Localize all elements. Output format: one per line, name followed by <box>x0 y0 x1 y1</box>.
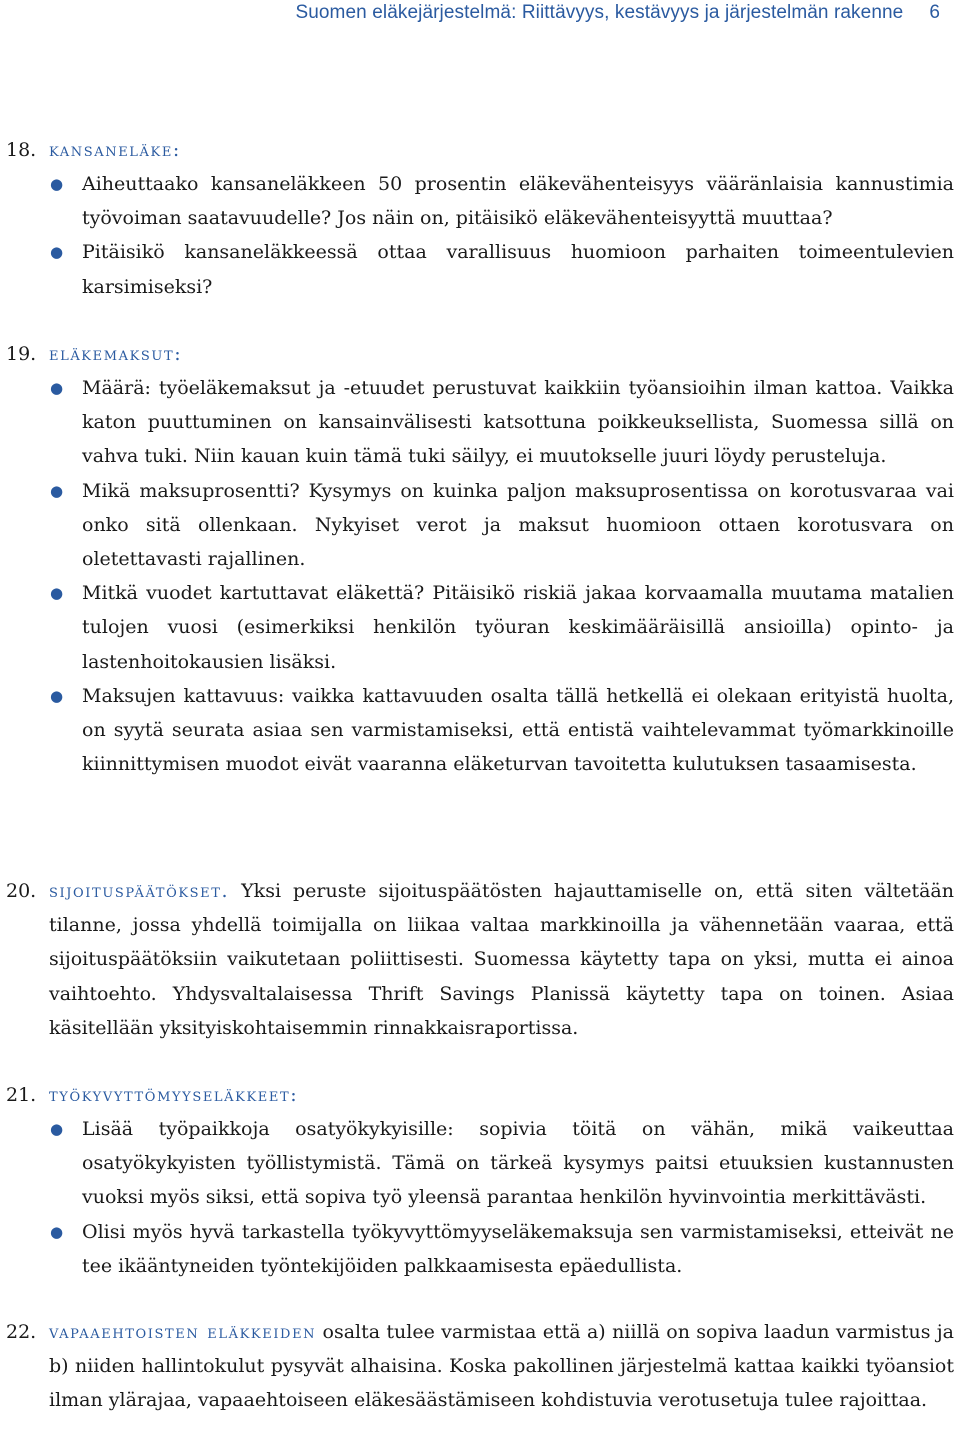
bullet-icon: ● <box>50 481 64 500</box>
section-body: Yksi peruste sijoituspäätösten hajauttamiselle on, että siten vältetään tilanne, jossa yhdellä toimijalla on liikaa valtaa markkinoilla ja vähennetään vaaraa, että sijoituspäätöksiin vaikutetaan poliittisesti. Suomessa käytetty tapa on yksi, mutta ei ainoa vaihtoehto. Yhdysvaltalaisessa Thrift Savings Planissä käytetty tapa on toinen. Asiaa käsitellään yksityiskohtaisemmin rinnakkaisraportissa. <box>49 880 954 1039</box>
section-title: kansaneläke: <box>49 139 181 161</box>
list-item <box>0 1112 960 1215</box>
list-item <box>0 1215 960 1283</box>
list-item <box>0 371 960 474</box>
document-title: Suomen eläkejärjestelmä: Riittävyys, kestävyys ja järjestelmän rakenne <box>295 2 904 23</box>
section-20 <box>0 874 960 1045</box>
bullet-list <box>0 371 960 781</box>
page-number: 6 <box>929 2 940 23</box>
list-item <box>0 576 960 679</box>
section-number: 18. <box>6 139 37 161</box>
section-heading <box>0 1078 960 1112</box>
list-item-text: Mikä maksuprosentti? Kysymys on kuinka paljon maksuprosentissa on korotusvaraa vai onko sitä ollenkaan. Nykyiset verot ja maksut huomioon ottaen korotusvara on oletettavasti rajallinen. <box>82 479 954 571</box>
bullet-list <box>0 1112 960 1283</box>
section-heading <box>0 133 960 167</box>
section-paragraph <box>0 1315 960 1418</box>
section-number: 21. <box>6 1084 37 1106</box>
section-22 <box>0 1315 960 1418</box>
bullet-icon: ● <box>50 584 64 603</box>
list-item-text: Pitäisikö kansaneläkkeessä ottaa varallisuus huomioon parhaiten toimeentulevien karsimiseksi? <box>82 241 954 298</box>
section-number: 20. <box>6 880 37 902</box>
list-item-text: Mitkä vuodet kartuttavat eläkettä? Pitäisikö riskiä jakaa korvaamalla muutama matalien tulojen vuosi (esimerkiksi henkilön työuran keskimääräisillä ansioilla) opinto- ja lastenhoitokausien lisäksi. <box>82 582 954 673</box>
section-number: 22. <box>6 1321 37 1343</box>
section-paragraph <box>0 874 960 1045</box>
section-title: työkyvyttömyyseläkkeet: <box>49 1084 299 1106</box>
list-item-text: Maksujen kattavuus: vaikka kattavuuden osalta tällä hetkellä ei olekaan erityistä huolta, on syytä seurata asiaa sen varmistamiseksi, että entistä vaihtelevammat työmarkkinoille kiinnittymisen muodot eivät vaaranna eläketurvan tavoitetta kulutuksen tasaamisesta. <box>82 684 954 776</box>
section-heading <box>0 337 960 371</box>
section-19 <box>0 337 960 781</box>
list-item-text: Määrä: työeläkemaksut ja -etuudet perustuvat kaikkiin työansioihin ilman kattoa. Vaikka katon puuttuminen on kansainvälisesti katsottuna poikkeuksellista, Suomessa sillä on vahva tuki. Niin kauan kuin tämä tuki säilyy, ei muutokselle juuri löydy perusteluja. <box>82 377 954 468</box>
bullet-icon: ● <box>50 686 64 705</box>
list-item <box>0 679 960 782</box>
list-item <box>0 235 960 303</box>
section-title: vapaaehtoisten eläkkeiden <box>49 1321 317 1343</box>
bullet-list <box>0 167 960 304</box>
list-item <box>0 474 960 577</box>
list-item-text: Aiheuttaako kansaneläkkeen 50 prosentin eläkevähenteisyys vääränlaisia kannustimia työvoiman saatavuudelle? Jos näin on, pitäisikö eläkevähenteisyyttä muuttaa? <box>82 173 954 230</box>
list-item-text: Lisää työpaikkoja osatyökykyisille: sopivia töitä on vähän, mikä vaikeuttaa osatyökykyisten työllistymistä. Tämä on tärkeä kysymys paitsi etuuksien kustannusten vuoksi myös siksi, että sopiva työ yleensä parantaa henkilön hyvinvointia merkittävästi. <box>82 1118 954 1209</box>
section-number: 19. <box>6 343 37 365</box>
bullet-icon: ● <box>50 379 64 397</box>
bullet-icon: ● <box>50 243 64 262</box>
list-item-text: Olisi myös hyvä tarkastella työkyvyttömyyseläkemaksuja sen varmistamiseksi, etteivät ne tee ikääntyneiden työntekijöiden palkkaamisesta epäedullista. <box>82 1220 954 1277</box>
list-item <box>0 167 960 235</box>
running-header <box>295 2 940 24</box>
section-18 <box>0 133 960 304</box>
bullet-icon: ● <box>50 1120 64 1138</box>
section-body: osalta tulee varmistaa että a) niillä on sopiva laadun varmistus ja b) niiden hallintokulut pysyvät alhaisina. Koska pakollinen järjestelmä kattaa kaikki työansiot ilman ylärajaa, vapaaehtoiseen eläkesäästämiseen kohdistuvia verotusetuja tulee rajoittaa. <box>49 1321 955 1412</box>
bullet-icon: ● <box>50 1222 64 1241</box>
bullet-icon: ● <box>50 175 64 193</box>
section-title: sijoituspäätökset. <box>49 880 230 902</box>
section-title: eläkemaksut: <box>49 343 183 365</box>
section-21 <box>0 1078 960 1283</box>
